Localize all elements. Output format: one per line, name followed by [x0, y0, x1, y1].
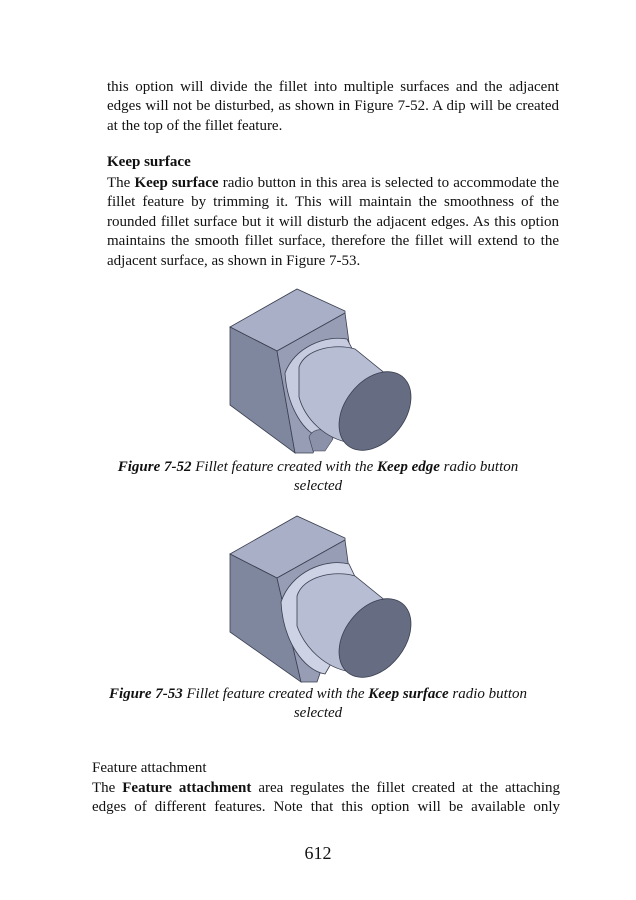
- keep-surface-term: Keep surface: [134, 175, 219, 191]
- keep-surface-heading: Keep surface: [107, 154, 191, 170]
- keep-surface-paragraph: [107, 174, 559, 271]
- feature-attachment-heading: Feature attachment: [92, 760, 207, 776]
- feature-attachment-paragraph: [92, 779, 560, 818]
- figure-7-53-image: [225, 514, 415, 686]
- figure-7-52-caption-post: radio button selected: [293, 459, 519, 494]
- intro-paragraph: [107, 78, 559, 136]
- feature-attachment-text: area regulates the fillet created at the attaching edges of different features. Note that this option will be available only: [92, 780, 561, 816]
- keep-surface-the: The: [107, 175, 131, 191]
- figure-7-52-caption: [100, 458, 536, 496]
- figure-7-53-caption-post: radio button selected: [293, 686, 528, 721]
- figure-7-53-caption-pre: Fillet feature created with the: [182, 686, 369, 702]
- feature-attachment-the: The: [92, 780, 116, 796]
- figure-7-53-label: Figure 7-53: [108, 686, 183, 702]
- figure-7-52-image: [225, 287, 415, 457]
- feature-attachment-term: Feature attachment: [122, 780, 252, 796]
- figure-7-52-caption-pre: Fillet feature created with the: [191, 459, 378, 475]
- intro-text: this option will divide the fillet into multiple surfaces and the adjacent edges will not be disturbed, as shown in Figure 7-52. A dip will be created at the top of the fillet feature.: [107, 79, 559, 134]
- figure-7-52-label: Figure 7-52: [117, 459, 192, 475]
- page-number: 612: [304, 843, 332, 863]
- keep-surface-text: radio button in this area is selected to accommodate the fillet feature by trimming it. This will maintain the smoothness of the rounded fillet surface but it will disturb the adjacent edges. As this option maintains the smooth fillet surface, therefore the fillet will extend to the adjacent surface, as shown in Figure 7-53.: [107, 175, 559, 269]
- figure-7-53-caption: [92, 685, 544, 723]
- figure-7-52-caption-term: Keep edge: [377, 459, 440, 475]
- figure-7-53-caption-term: Keep surface: [368, 686, 449, 702]
